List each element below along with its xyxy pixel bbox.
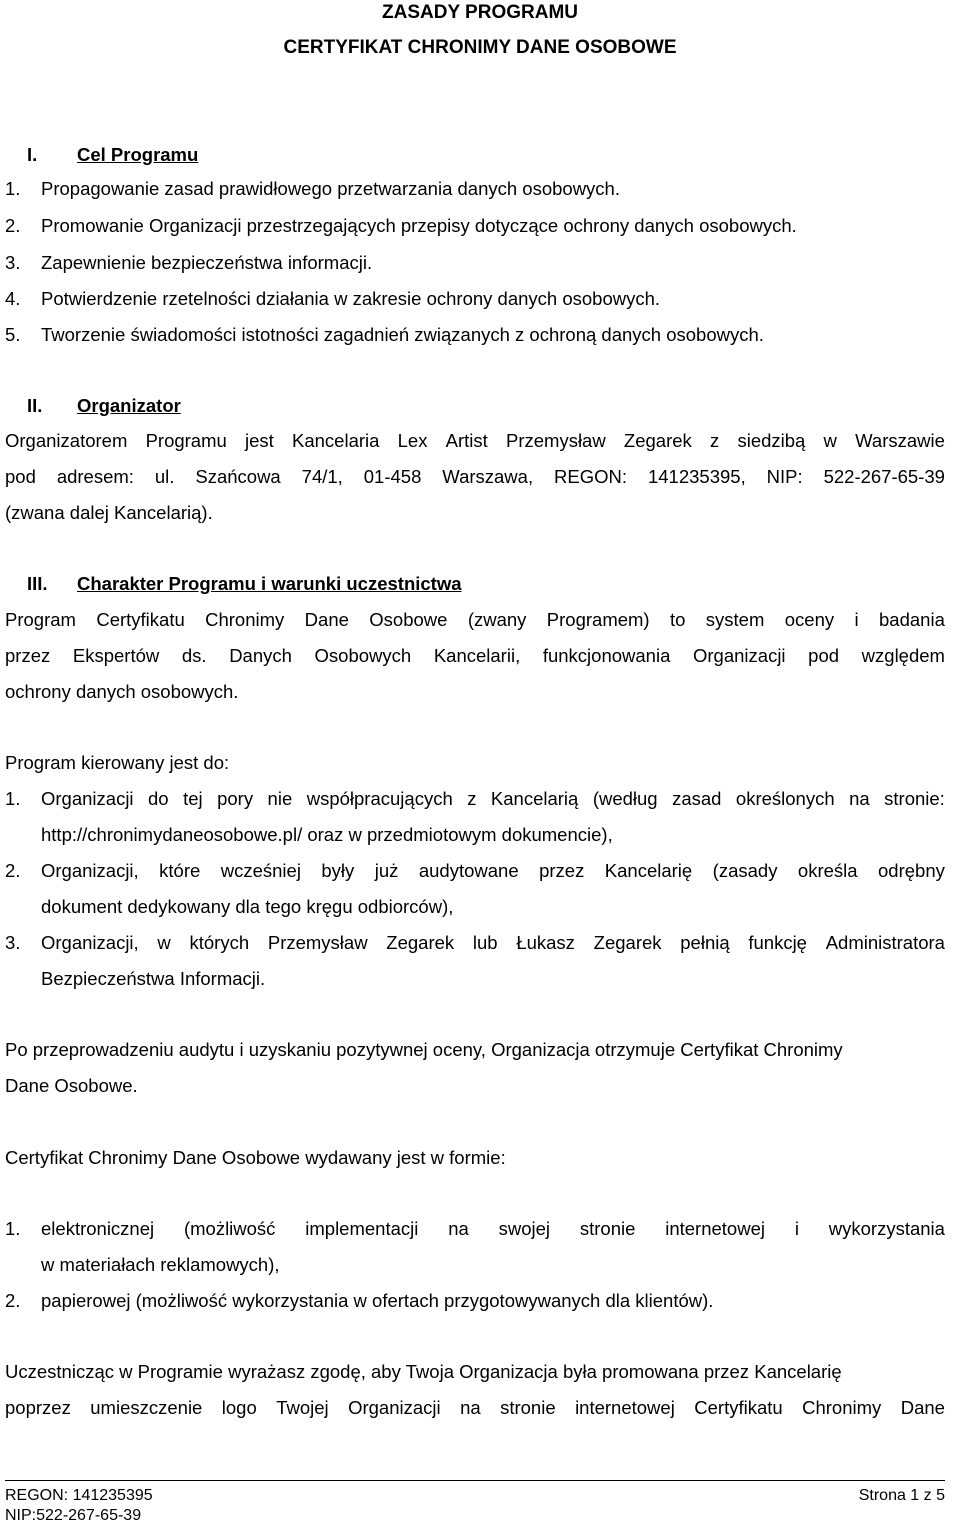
word: Warszawie <box>855 430 945 451</box>
footer-page-number: Strona 1 z 5 <box>858 1487 945 1504</box>
directed-item-line <box>41 931 945 955</box>
word: poprzez <box>5 1397 71 1418</box>
section-1-title: Cel Programu <box>77 144 199 165</box>
word: 141235395, <box>647 466 746 487</box>
word: Program <box>5 609 76 630</box>
word: stronie: <box>884 788 945 809</box>
word: system <box>705 609 765 630</box>
participation-line <box>5 1396 945 1420</box>
word: Warszawa, <box>442 466 534 487</box>
word: zasad <box>672 788 722 809</box>
directed-item-line <box>41 787 945 811</box>
word: logo <box>221 1397 257 1418</box>
section-3-number: III. <box>27 573 48 594</box>
word: jest <box>245 430 274 451</box>
word: Przemysław <box>506 430 606 451</box>
goal-item-text: Potwierdzenie rzetelności działania w zakresie ochrony danych osobowych. <box>41 288 661 309</box>
word: pełnią <box>680 932 730 953</box>
form-item-line: papierowej (możliwość wykorzystania w ofertach przygotowywanych dla klientów). <box>41 1290 714 1311</box>
word: (możliwość <box>183 1218 276 1239</box>
program-paragraph-line <box>5 644 945 668</box>
program-paragraph-line: ochrony danych osobowych. <box>5 681 239 702</box>
word: audytowane <box>418 860 519 881</box>
word: odrębny <box>878 860 945 881</box>
word: NIP: <box>766 466 803 487</box>
word: funkcjonowania <box>542 645 671 666</box>
word: funkcję <box>748 932 807 953</box>
word: Organizacji <box>348 1397 441 1418</box>
form-item-line <box>41 1217 945 1241</box>
word: Administratora <box>825 932 945 953</box>
organizer-paragraph-line: (zwana dalej Kancelarią). <box>5 502 213 523</box>
word: Organizatorem <box>5 430 128 451</box>
directed-item-line: Bezpieczeństwa Informacji. <box>41 968 266 989</box>
word: nie <box>267 788 293 809</box>
word: oceny <box>784 609 835 630</box>
word: Programem) <box>546 609 650 630</box>
section-2-heading <box>27 394 181 418</box>
word: w <box>157 932 171 953</box>
word: Chronimy <box>205 609 285 630</box>
word: były <box>321 860 355 881</box>
word: których <box>189 932 250 953</box>
word: Twojej <box>276 1397 329 1418</box>
word: internetowej <box>575 1397 675 1418</box>
after-audit-line: Dane Osobowe. <box>5 1075 138 1096</box>
goal-item-number: 3. <box>5 252 21 273</box>
word: 522-267-65-39 <box>823 466 945 487</box>
word: 01-458 <box>363 466 422 487</box>
word: w <box>823 430 837 451</box>
word: Chronimy <box>802 1397 882 1418</box>
word: określa <box>797 860 858 881</box>
word: pory <box>217 788 254 809</box>
word: Danych <box>229 645 292 666</box>
word: umieszczenie <box>90 1397 203 1418</box>
directed-item-number: 2. <box>5 860 21 881</box>
form-intro: Certyfikat Chronimy Dane Osobowe wydawany jest w formie: <box>5 1147 506 1168</box>
directed-intro: Program kierowany jest do: <box>5 752 230 773</box>
form-item-line: w materiałach reklamowych), <box>41 1254 280 1275</box>
after-audit-line: Po przeprowadzeniu audytu i uzyskaniu pozytywnej oceny, Organizacja otrzymuje Certyfikat Chronimy <box>5 1039 843 1060</box>
word: stronie <box>500 1397 556 1418</box>
word: Zegarek <box>593 932 662 953</box>
word: określonych <box>735 788 835 809</box>
word: to <box>669 609 686 630</box>
word: do <box>148 788 169 809</box>
word: Przemysław <box>267 932 368 953</box>
word: siedzibą <box>737 430 806 451</box>
word: Zegarek <box>386 932 455 953</box>
goal-item-number: 1. <box>5 178 21 199</box>
word: Szańcowa <box>195 466 281 487</box>
word: na <box>460 1397 481 1418</box>
document-subtitle: CERTYFIKAT CHRONIMY DANE OSOBOWE <box>283 37 677 58</box>
word: lub <box>472 932 498 953</box>
document-title: ZASADY PROGRAMU <box>382 2 578 23</box>
word: Osobowe <box>369 609 448 630</box>
goal-item-number: 4. <box>5 288 21 309</box>
footer-regon: REGON: 141235395 <box>5 1487 153 1504</box>
word: internetowej <box>665 1218 765 1239</box>
section-2-title: Organizator <box>77 395 181 416</box>
word: na <box>448 1218 469 1239</box>
organizer-paragraph-line <box>5 465 945 489</box>
word: Kancelarii, <box>433 645 521 666</box>
word: z <box>467 788 477 809</box>
word: stronie <box>579 1218 636 1239</box>
word: (zwany <box>467 609 527 630</box>
word: 74/1, <box>301 466 343 487</box>
word: Kancelaria <box>292 430 380 451</box>
word: i <box>854 609 859 630</box>
word: Zegarek <box>623 430 692 451</box>
word: Certyfikatu <box>96 609 185 630</box>
word: tej <box>183 788 203 809</box>
word: Organizacji, <box>41 860 139 881</box>
word: badania <box>879 609 945 630</box>
word: przez <box>5 645 51 666</box>
word: Artist <box>445 430 488 451</box>
word: swojej <box>498 1218 551 1239</box>
word: Kancelarią <box>490 788 579 809</box>
participation-line: Uczestnicząc w Programie wyrażasz zgodę, aby Twoja Organizacja była promowana przez Kancelarię <box>5 1361 842 1382</box>
word: z <box>710 430 720 451</box>
section-3-heading <box>27 572 462 596</box>
word: Ekspertów <box>72 645 160 666</box>
word: elektronicznej <box>41 1218 155 1239</box>
word: pod <box>5 466 36 487</box>
goal-item-number: 5. <box>5 324 21 345</box>
word: Programu <box>145 430 227 451</box>
word: Łukasz <box>516 932 575 953</box>
section-2-number: II. <box>27 395 43 416</box>
directed-item-line: http://chronimydaneosobowe.pl/ oraz w przedmiotowym dokumencie), <box>41 824 613 845</box>
organizer-paragraph-line <box>5 429 945 453</box>
word: Certyfikatu <box>694 1397 783 1418</box>
word: (zasady <box>712 860 778 881</box>
directed-item-number: 3. <box>5 932 21 953</box>
word: przez <box>539 860 585 881</box>
goal-item-number: 2. <box>5 215 21 236</box>
word: współpracujących <box>306 788 453 809</box>
word: względem <box>861 645 945 666</box>
word: Organizacji <box>41 788 134 809</box>
word: już <box>374 860 399 881</box>
section-1-heading <box>27 143 198 167</box>
word: które <box>159 860 201 881</box>
word: ds. <box>181 645 207 666</box>
directed-item-line: dokument dedykowany dla tego kręgu odbiorców), <box>41 896 454 917</box>
footer-divider <box>5 1480 945 1481</box>
word: Kancelarię <box>604 860 693 881</box>
word: (według <box>592 788 658 809</box>
word: Dane <box>900 1397 945 1418</box>
goal-item-text: Zapewnienie bezpieczeństwa informacji. <box>41 252 373 273</box>
word: adresem: <box>56 466 134 487</box>
word: REGON: <box>554 466 628 487</box>
word: na <box>849 788 870 809</box>
word: Dane <box>304 609 349 630</box>
goal-item-text: Propagowanie zasad prawidłowego przetwarzania danych osobowych. <box>41 178 620 199</box>
section-3-title: Charakter Programu i warunki uczestnictwa <box>77 573 462 594</box>
word: Osobowych <box>314 645 412 666</box>
word: implementacji <box>305 1218 419 1239</box>
form-item-number: 2. <box>5 1290 21 1311</box>
footer-nip: NIP:522-267-65-39 <box>5 1507 142 1524</box>
section-1-number: I. <box>27 144 38 165</box>
word: Organizacji <box>693 645 786 666</box>
word: Organizacji, <box>41 932 139 953</box>
directed-item-number: 1. <box>5 788 21 809</box>
goal-item-text: Promowanie Organizacji przestrzegających przepisy dotyczące ochrony danych osobowych. <box>41 215 797 236</box>
word: wykorzystania <box>828 1218 945 1239</box>
program-paragraph-line <box>5 608 945 632</box>
word: Lex <box>397 430 428 451</box>
directed-item-line <box>41 859 945 883</box>
goal-item-text: Tworzenie świadomości istotności zagadnień związanych z ochroną danych osobowych. <box>41 324 764 345</box>
word: ul. <box>154 466 175 487</box>
word: i <box>794 1218 799 1239</box>
word: pod <box>808 645 840 666</box>
form-item-number: 1. <box>5 1218 21 1239</box>
word: wcześniej <box>220 860 301 881</box>
